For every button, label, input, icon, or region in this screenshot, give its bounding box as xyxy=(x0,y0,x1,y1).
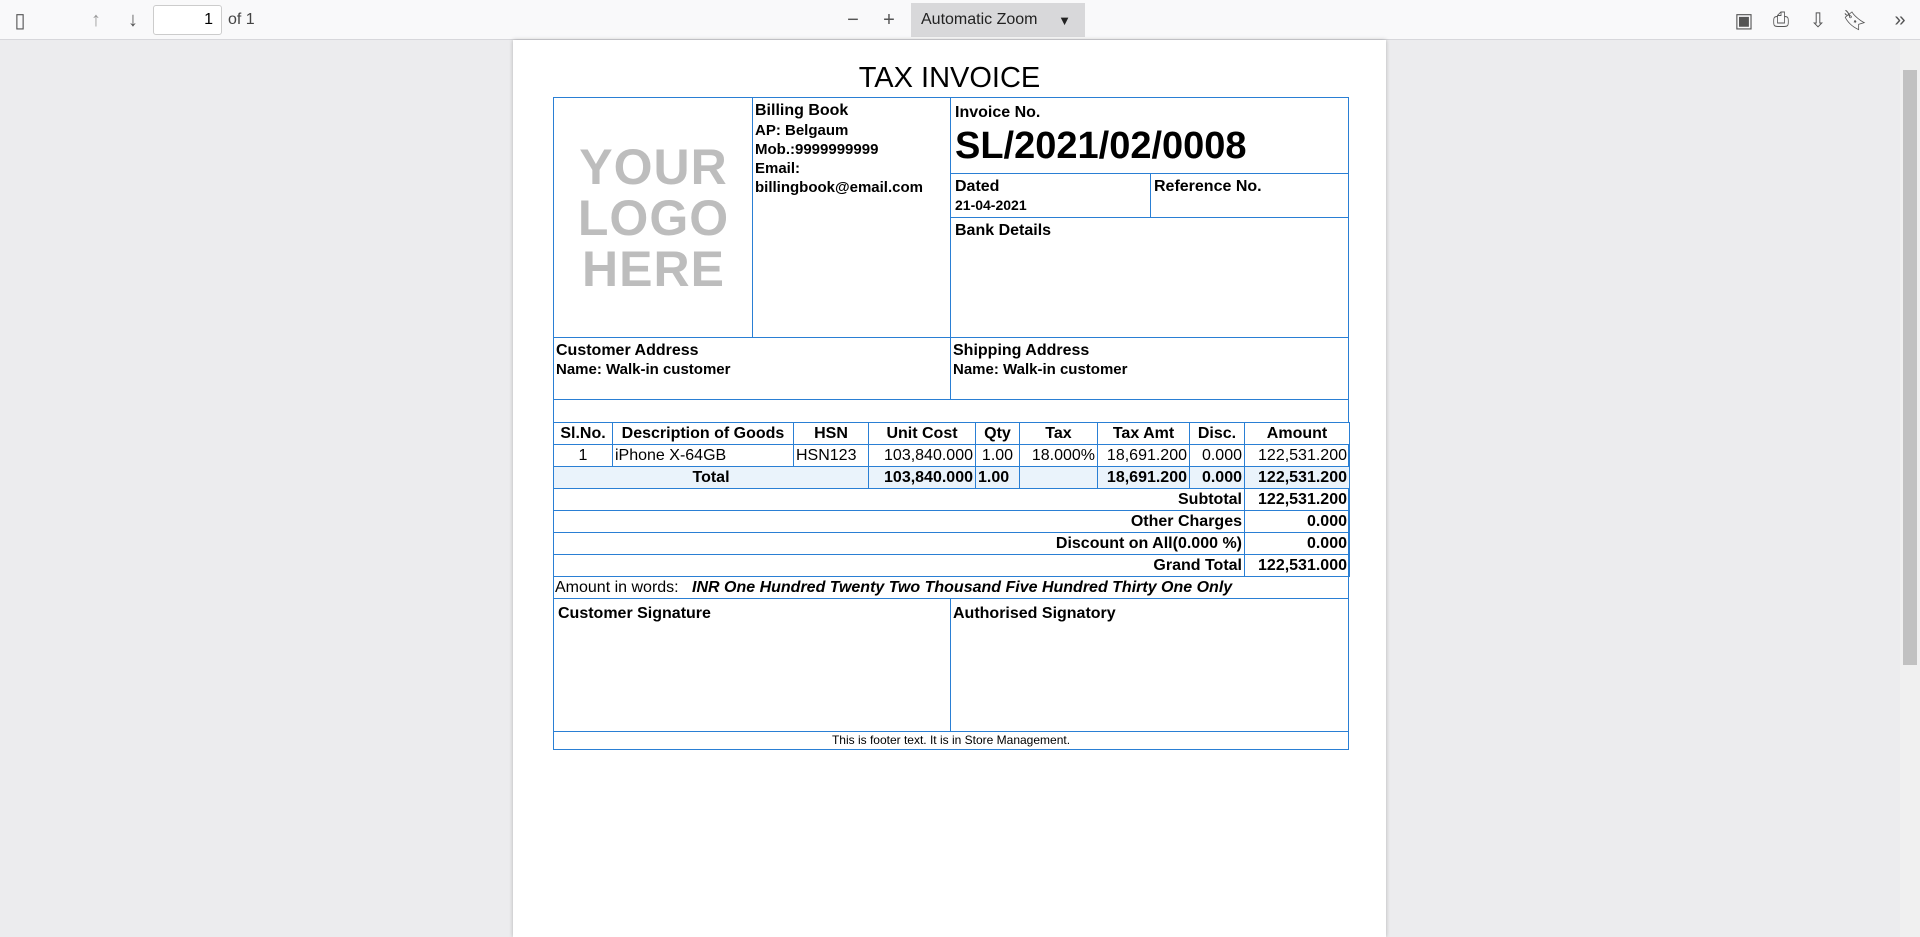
customer-address-cell xyxy=(553,337,951,400)
item-cell: HSN123 xyxy=(793,444,869,467)
item-cell: 18,691.200 xyxy=(1097,444,1190,467)
total-tax xyxy=(1019,466,1098,489)
column-header: HSN xyxy=(793,422,869,445)
presentation-mode-icon[interactable]: ▣ xyxy=(1734,9,1754,32)
invoice-no: SL/2021/02/0008 xyxy=(955,125,1247,167)
reference-label: Reference No. xyxy=(1154,178,1262,195)
column-header: Amount xyxy=(1244,422,1350,445)
zoom-select[interactable] xyxy=(911,3,1085,37)
column-header: Sl.No. xyxy=(553,422,613,445)
item-cell: 103,840.000 xyxy=(868,444,976,467)
customer-signature-label: Customer Signature xyxy=(558,605,711,622)
column-header: Tax xyxy=(1019,422,1098,445)
summary-label: Grand Total xyxy=(553,554,1245,577)
customer-signature-cell xyxy=(553,598,951,732)
invoice-info-cell xyxy=(950,97,1349,338)
total-tax-amt: 18,691.200 xyxy=(1097,466,1190,489)
summary-value: 122,531.200 xyxy=(1244,488,1350,511)
shipping-address-cell xyxy=(950,337,1349,400)
customer-address-label: Customer Address xyxy=(556,342,699,359)
page-count: of 1 xyxy=(228,11,255,28)
item-cell: 18.000% xyxy=(1019,444,1098,467)
summary-label: Subtotal xyxy=(553,488,1245,511)
logo-placeholder: YOUR LOGO HERE xyxy=(577,138,730,297)
company-address: AP: Belgaum xyxy=(755,122,849,139)
item-cell: 0.000 xyxy=(1189,444,1245,467)
company-email-label: Email: xyxy=(755,160,801,177)
total-qty: 1.00 xyxy=(975,466,1020,489)
shipping-name: Name: Walk-in customer xyxy=(953,361,1128,378)
dated-value: 21-04-2021 xyxy=(955,197,1027,213)
amount-in-words-label: Amount in words: xyxy=(555,579,679,596)
zoom-in-icon[interactable]: + xyxy=(883,8,895,31)
authorised-signatory-label: Authorised Signatory xyxy=(953,605,1116,622)
company-cell xyxy=(752,97,951,338)
next-page-icon[interactable]: ↓ xyxy=(128,8,138,31)
logo-cell xyxy=(553,97,753,338)
column-header: Unit Cost xyxy=(868,422,976,445)
zoom-value: Automatic Zoom xyxy=(921,11,1038,28)
footer-text: This is footer text. It is in Store Management. xyxy=(553,731,1349,750)
tools-menu-icon[interactable]: » xyxy=(1894,8,1906,31)
company-name: Billing Book xyxy=(755,102,849,119)
column-header: Disc. xyxy=(1189,422,1245,445)
item-cell: iPhone X-64GB xyxy=(612,444,794,467)
item-cell: 1 xyxy=(553,444,613,467)
column-header: Tax Amt xyxy=(1097,422,1190,445)
previous-page-icon[interactable]: ↑ xyxy=(91,8,101,31)
print-icon[interactable]: ⎙ xyxy=(1773,8,1789,31)
summary-value: 122,531.000 xyxy=(1244,554,1350,577)
bookmark-icon[interactable]: 🔖︎ xyxy=(1842,9,1868,32)
authorised-signatory-cell xyxy=(950,598,1349,732)
zoom-out-icon[interactable]: − xyxy=(847,8,859,31)
amount-in-words-row xyxy=(553,576,1349,599)
pdf-toolbar xyxy=(0,0,1920,40)
download-icon[interactable]: ⇩ xyxy=(1809,9,1827,32)
column-header: Description of Goods xyxy=(612,422,794,445)
pdf-page xyxy=(513,40,1386,937)
total-unit-cost: 103,840.000 xyxy=(868,466,976,489)
amount-in-words: INR One Hundred Twenty Two Thousand Five Hundred Thirty One Only xyxy=(692,579,1233,596)
page-number-input[interactable] xyxy=(153,5,222,35)
company-mobile: Mob.:9999999999 xyxy=(755,141,879,158)
scrollbar-thumb[interactable] xyxy=(1903,70,1917,665)
customer-name: Name: Walk-in customer xyxy=(556,361,731,378)
invoice-no-label: Invoice No. xyxy=(955,104,1041,121)
chevron-down-icon: ▼ xyxy=(1058,12,1071,28)
dated-label: Dated xyxy=(955,178,1000,195)
summary-label: Other Charges xyxy=(553,510,1245,533)
invoice-title: TAX INVOICE xyxy=(858,62,1041,94)
summary-value: 0.000 xyxy=(1244,510,1350,533)
spacer-row xyxy=(553,399,1349,423)
sidebar-toggle-icon[interactable]: ▯ xyxy=(14,9,26,32)
total-label: Total xyxy=(553,466,869,489)
item-cell: 1.00 xyxy=(975,444,1020,467)
bank-details-label: Bank Details xyxy=(955,222,1052,239)
item-cell: 122,531.200 xyxy=(1244,444,1350,467)
total-amount: 122,531.200 xyxy=(1244,466,1350,489)
total-disc: 0.000 xyxy=(1189,466,1245,489)
company-email: billingbook@email.com xyxy=(755,179,923,196)
column-header: Qty xyxy=(975,422,1020,445)
summary-value: 0.000 xyxy=(1244,532,1350,555)
summary-label: Discount on All(0.000 %) xyxy=(553,532,1245,555)
shipping-address-label: Shipping Address xyxy=(953,342,1090,359)
